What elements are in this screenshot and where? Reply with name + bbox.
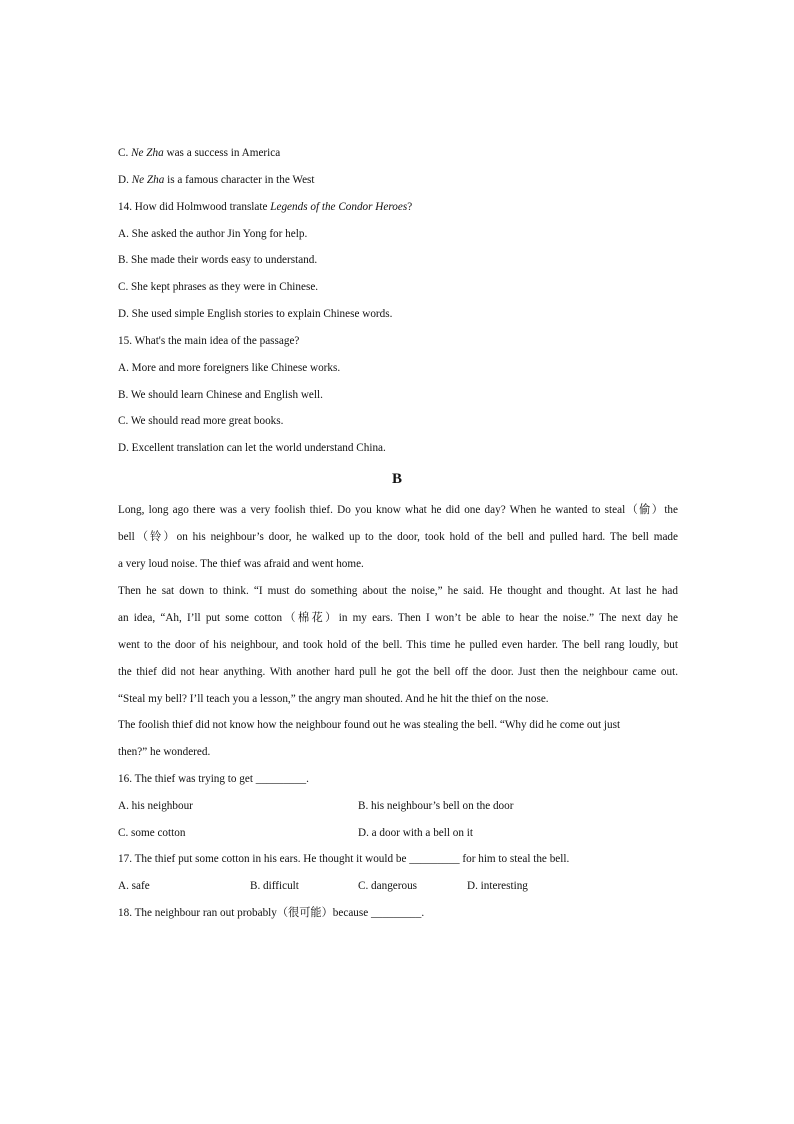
- passage-line: a very loud noise. The thief was afraid and went home.: [118, 558, 364, 570]
- q16-option-d: D. a door with a bell on it: [358, 827, 473, 839]
- q17-option-b: B. difficult: [250, 880, 299, 892]
- passage-line: then?” he wondered.: [118, 746, 211, 758]
- q14-option-d: D. She used simple English stories to explain Chinese words.: [118, 308, 393, 320]
- passage-line: Then he sat down to think. “I must do something about the noise,” he said. He thought and thought. At last he had: [118, 585, 678, 597]
- passage-line: went to the door of his neighbour, and took hold of the bell. This time he pulled even harder. The bell rang loudly, but: [118, 639, 678, 651]
- section-heading: B: [391, 471, 402, 487]
- q17-option-c: C. dangerous: [358, 880, 418, 892]
- q13-option-c: C. Ne Zha was a success in America: [118, 147, 281, 159]
- q15-option-a: A. More and more foreigners like Chinese works.: [118, 362, 341, 374]
- q16-option-c: C. some cotton: [118, 827, 186, 839]
- q17-option-a: A. safe: [118, 880, 150, 892]
- q15-stem: 15. What's the main idea of the passage?: [118, 335, 300, 347]
- passage-line: the thief did not hear anything. With another hard pull he got the bell off the door. Just then the neighbour came out.: [118, 666, 678, 678]
- q14-option-c: C. She kept phrases as they were in Chinese.: [118, 281, 319, 293]
- passage-line: “Steal my bell? I’ll teach you a lesson,” the angry man shouted. And he hit the thief on the nose.: [118, 693, 549, 705]
- q13-option-d: D. Ne Zha is a famous character in the West: [118, 174, 315, 186]
- passage-line: bell（铃）on his neighbour’s door, he walked up to the door, took hold of the bell and pulled hard. The bell made: [118, 531, 678, 543]
- q18-stem: 18. The neighbour ran out probably（很可能）because _________.: [118, 907, 425, 919]
- q16-option-b: B. his neighbour’s bell on the door: [358, 800, 514, 812]
- q14-option-a: A. She asked the author Jin Yong for help.: [118, 228, 308, 240]
- passage-line: Long, long ago there was a very foolish thief. Do you know what he did one day? When he wanted to steal（偷）the: [118, 504, 678, 516]
- q17-option-d: D. interesting: [467, 880, 528, 892]
- q14-option-b: B. She made their words easy to understand.: [118, 254, 318, 266]
- q16-stem: 16. The thief was trying to get _________.: [118, 773, 309, 785]
- q14-stem: 14. How did Holmwood translate Legends of the Condor Heroes?: [118, 201, 413, 213]
- q15-option-b: B. We should learn Chinese and English well.: [118, 389, 323, 401]
- passage-line: The foolish thief did not know how the neighbour found out he was stealing the bell. “Why did he come out just: [118, 719, 621, 731]
- q15-option-c: C. We should read more great books.: [118, 415, 284, 427]
- passage-line: an idea, “Ah, I’ll put some cotton（棉花）in my ears. Then I won’t be able to hear the noise.” The next day he: [118, 612, 678, 624]
- q17-stem: 17. The thief put some cotton in his ears. He thought it would be _________ for him to steal the bell.: [118, 853, 570, 865]
- q16-option-a: A. his neighbour: [118, 800, 193, 812]
- q15-option-d: D. Excellent translation can let the world understand China.: [118, 442, 386, 454]
